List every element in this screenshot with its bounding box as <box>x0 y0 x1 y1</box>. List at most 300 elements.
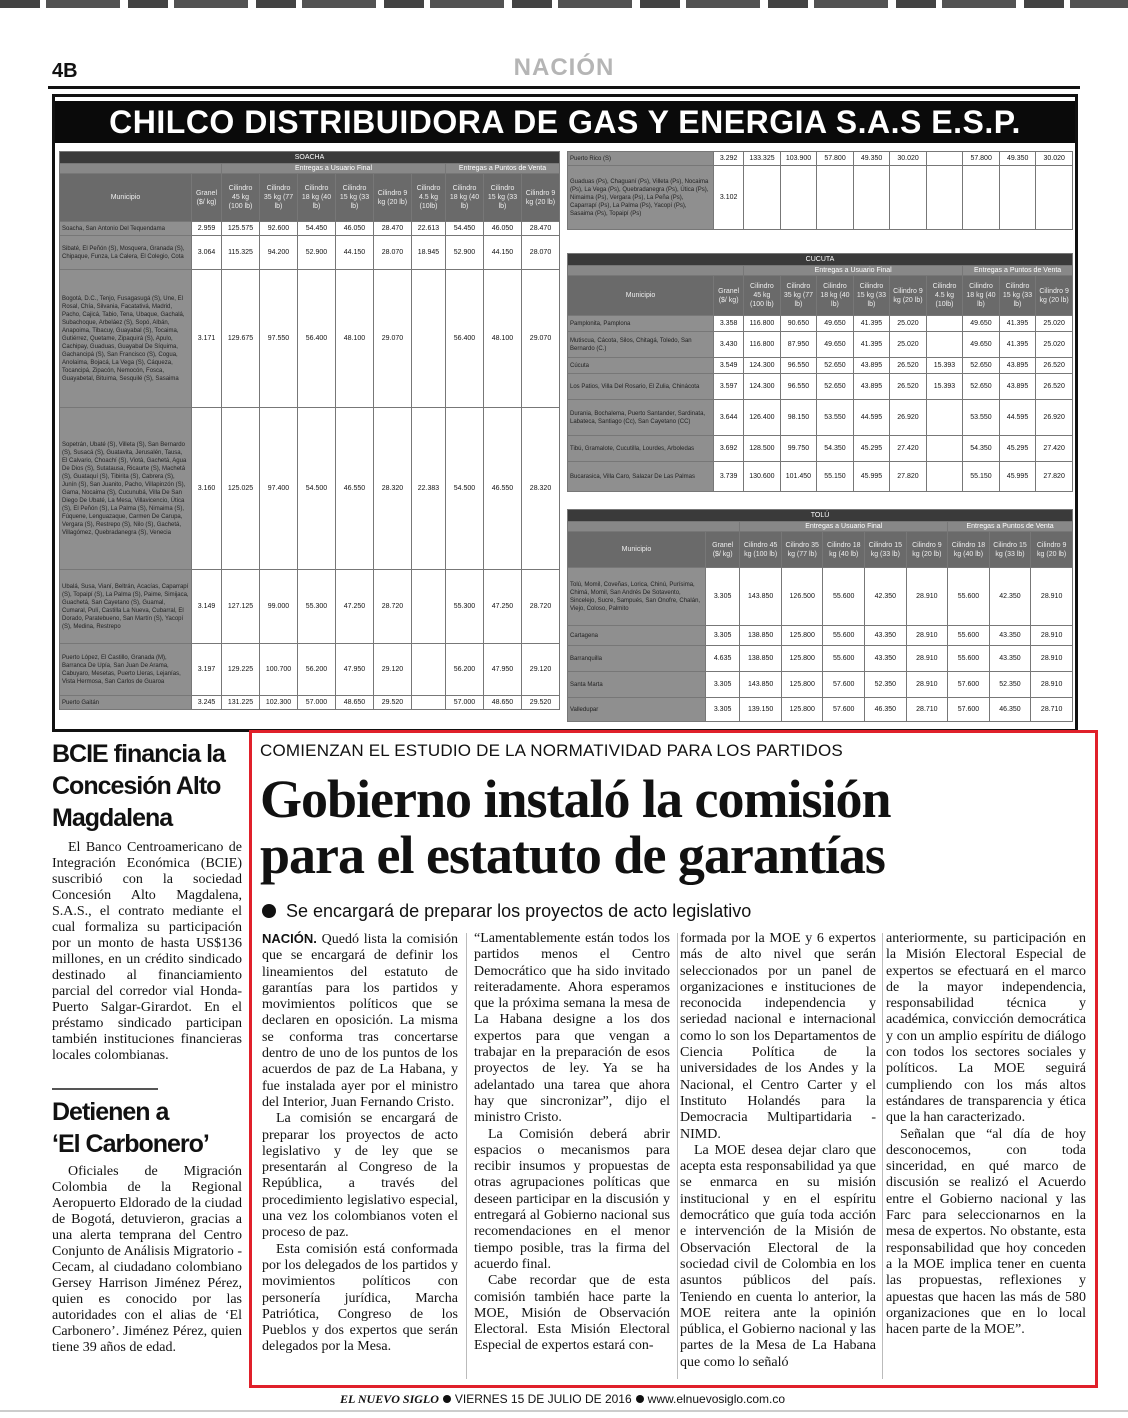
price-cell: 27.420 <box>890 436 927 462</box>
brief-carbonero-body <box>52 1164 242 1356</box>
table-column-header: Cilindro 45 kg (100 lb) <box>222 174 260 222</box>
price-cell: 3.358 <box>714 316 744 332</box>
price-cell: 41.395 <box>999 316 1036 332</box>
price-cell: 138.850 <box>740 646 782 672</box>
brief-carbonero-headline-line: Detienen a <box>52 1098 169 1126</box>
price-cell: 26.920 <box>1036 400 1073 436</box>
table-column-header: Granel ($/ kg) <box>705 532 739 568</box>
price-cell: 54.450 <box>298 222 336 236</box>
table-column-header: Cilindro 35 kg (77 lb) <box>260 174 298 222</box>
price-cell <box>780 166 817 230</box>
price-cell: 43.895 <box>999 358 1036 374</box>
price-cell: 124.300 <box>744 358 781 374</box>
table-row <box>60 570 560 644</box>
price-cell: 49.350 <box>853 152 890 166</box>
bullet-icon <box>443 1395 451 1403</box>
table-column-header: Cilindro 9 kg (20 lb) <box>890 276 927 316</box>
article-column-4 <box>886 931 1086 1338</box>
table-column-header: Cilindro 18 kg (40 lb) <box>298 174 336 222</box>
price-cell: 125.800 <box>781 646 823 672</box>
price-cell: 28.070 <box>374 236 412 270</box>
table-row <box>60 408 560 570</box>
table-column-header: Cilindro 9 kg (20 lb) <box>522 174 560 222</box>
price-cell: 41.395 <box>999 332 1036 358</box>
price-cell: 2.959 <box>192 222 222 236</box>
price-cell <box>926 166 963 230</box>
table-column-header: Cilindro 45 kg (100 lb) <box>740 532 782 568</box>
article-lead: NACIÓN. <box>262 931 317 946</box>
price-cell: 26.520 <box>1036 358 1073 374</box>
table-column-header: Cilindro 9 kg (20 lb) <box>374 174 412 222</box>
municipality-cell: Puerto Rico (S) <box>568 152 714 166</box>
table-column-header: Municipio <box>568 276 714 316</box>
price-cell: 28.710 <box>1031 698 1073 722</box>
price-cell: 28.470 <box>374 222 412 236</box>
section-title: NACIÓN <box>513 54 615 81</box>
price-cell: 25.020 <box>890 332 927 358</box>
article-paragraph: formada por la MOE y 6 expertos más de alto nivel que serán seleccionados por un panel de organizaciones e instituciones de reconocida independencia y seriedad nacional e internacional como lo son los Departamentos de Ciencia Política de la universidades de los Andes y la Nacional, el Centro Carter y el Instituto Holandés para la Democracia Multipartidaria - NIMD. <box>680 931 876 1142</box>
table-row <box>568 152 1073 166</box>
price-cell: 126.500 <box>781 568 823 626</box>
table-column-header: Cilindro 18 kg (40 lb) <box>963 276 1000 316</box>
price-cell: 45.295 <box>999 436 1036 462</box>
price-cell: 53.550 <box>817 400 854 436</box>
price-cell: 48.100 <box>336 270 374 408</box>
price-cell: 57.800 <box>817 152 854 166</box>
price-cell <box>412 644 446 696</box>
price-cell: 3.692 <box>714 436 744 462</box>
price-cell: 103.900 <box>780 152 817 166</box>
price-cell: 3.305 <box>705 698 739 722</box>
municipality-cell: Tolú, Momil, Coveñas, Lorica, Chinú, Purísima, Chimá, Momil, San Andrés De Sotavento, Sincelejo, Sucre, Sampués, San Onofre, Chalán, Viejo, Coloso, Palmito <box>568 568 706 626</box>
price-cell: 43.350 <box>865 626 907 646</box>
table-row <box>568 462 1073 492</box>
price-cell: 55.600 <box>823 568 865 626</box>
price-cell: 55.600 <box>948 568 990 626</box>
price-cell: 29.520 <box>374 696 412 710</box>
price-cell: 96.550 <box>780 358 817 374</box>
article-column-1 <box>262 931 458 1356</box>
price-cell: 28.470 <box>522 222 560 236</box>
article-paragraph-text: Quedó lista la comisión que se encargará de definir los lineamientos del estatuto de garantías para los partidos y movimientos políticos que se declaren en oposición. La misma se conforma tras concertarse dentro de uno de los puntos de los acuerdos de paz de La Habana, y fue instalada ayer por el ministro del Interior, Juan Fernando Cristo. <box>262 932 459 1110</box>
price-cell: 15.393 <box>926 358 963 374</box>
tolu-price-table <box>567 509 1073 722</box>
price-cell: 129.225 <box>222 644 260 696</box>
table-band-user: Entregas a Usuario Final <box>744 266 963 276</box>
price-cell: 42.350 <box>865 568 907 626</box>
price-cell: 46.550 <box>484 408 522 570</box>
article-paragraph: La MOE desea dejar claro que acepta esta responsabilidad ya que se enmarca en su misión institucional y en el espíritu democrático que guía toda acción e intervención de la Misión de Observación Electoral de la sociedad civil de Colombia en los asuntos públicos del país. Teniendo en cuenta lo anterior, la MOE reitera ante la opinión pública, el Gobierno nacional y las partes de la Mesa de La Habana que como lo señaló <box>680 1142 876 1370</box>
price-cell: 3.102 <box>714 166 744 230</box>
price-cell: 47.250 <box>484 570 522 644</box>
table-column-header: Cilindro 4.5 kg (10lb) <box>926 276 963 316</box>
table-band-sale: Entregas a Puntos de Venta <box>446 164 560 174</box>
price-cell: 138.850 <box>740 626 782 646</box>
price-cell: 126.400 <box>744 400 781 436</box>
table-column-header: Cilindro 15 kg (33 lb) <box>865 532 907 568</box>
price-cell <box>1036 166 1073 230</box>
price-cell: 124.300 <box>744 374 781 400</box>
price-cell: 98.150 <box>780 400 817 436</box>
price-cell: 133.325 <box>744 152 781 166</box>
price-cell: 43.350 <box>865 646 907 672</box>
table-column-header: Cilindro 45 kg (100 lb) <box>744 276 781 316</box>
price-cell: 139.150 <box>740 698 782 722</box>
municipality-cell: Sibaté, El Peñón (S), Mosquera, Granada (S), Chipaque, Funza, La Calera, El Colegio, Cota <box>60 236 192 270</box>
article-column-2 <box>474 931 670 1355</box>
price-cell: 30.020 <box>1036 152 1073 166</box>
municipality-cell: Soacha, San Antonio Del Tequendama <box>60 222 192 236</box>
price-cell: 3.160 <box>192 408 222 570</box>
price-cell: 55.600 <box>823 626 865 646</box>
footer-url: www.elnuevosiglo.com.co <box>647 1392 786 1406</box>
header-rule <box>48 86 1080 89</box>
price-cell: 54.350 <box>817 436 854 462</box>
price-cell: 29.520 <box>522 696 560 710</box>
main-article <box>249 730 1098 1388</box>
table-row <box>568 374 1073 400</box>
price-cell: 43.895 <box>853 358 890 374</box>
table-column-header: Cilindro 18 kg (40 lb) <box>948 532 990 568</box>
table-row <box>60 270 560 408</box>
article-headline-line-1: Gobierno instaló la comisión <box>260 769 891 829</box>
price-cell: 125.800 <box>781 672 823 698</box>
price-cell: 29.070 <box>374 270 412 408</box>
price-cell: 3.739 <box>714 462 744 492</box>
table-column-header: Cilindro 9 kg (20 lb) <box>1031 532 1073 568</box>
brief-carbonero-text: Oficiales de Migración Colombia de la Regional Aeropuerto Eldorado de la ciudad de Bogotá, detuvieron, gracias a una alerta temprana del Centro Conjunto de Análisis Migratorio - Cecam, al ciudadano colombiano Gersey Harrison Jiménez Pérez, quien es conocido por las autoridades con el alias de ‘El Carbonero’. Jiménez Pérez, quien tiene 39 años de edad. <box>52 1164 242 1355</box>
price-cell <box>744 166 781 230</box>
table-column-header: Municipio <box>60 174 192 222</box>
price-cell: 57.000 <box>298 696 336 710</box>
article-paragraph <box>262 931 458 1111</box>
table-header-spacer <box>60 164 222 174</box>
municipality-cell: Valledupar <box>568 698 706 722</box>
price-cell: 29.120 <box>374 644 412 696</box>
table-column-header: Cilindro 35 kg (77 lb) <box>781 532 823 568</box>
article-paragraph: Cabe recordar que de esta comisión también hace parte la MOE, Misión de Observación Electoral. Esta Misión Electoral Especial de expertos estará con- <box>474 1273 670 1354</box>
price-cell: 57.800 <box>963 152 1000 166</box>
price-cell: 55.600 <box>948 646 990 672</box>
price-cell: 48.100 <box>484 270 522 408</box>
price-cell: 54.450 <box>446 222 484 236</box>
table-band-user: Entregas a Usuario Final <box>740 522 948 532</box>
article-headline-line-2: para el estatuto de garantías <box>260 825 885 885</box>
price-cell: 55.300 <box>446 570 484 644</box>
municipality-cell: Pamplonita, Pamplona <box>568 316 714 332</box>
price-cell: 15.393 <box>926 374 963 400</box>
table-column-header: Cilindro 15 kg (33 lb) <box>999 276 1036 316</box>
price-cell: 22.383 <box>412 408 446 570</box>
table-column-header: Granel ($/ kg) <box>192 174 222 222</box>
price-cell <box>890 166 927 230</box>
table-row <box>568 646 1073 672</box>
price-cell: 28.910 <box>1031 626 1073 646</box>
column-rule <box>466 933 467 1379</box>
price-cell: 3.644 <box>714 400 744 436</box>
price-cell <box>412 270 446 408</box>
table-header-spacer <box>568 266 744 276</box>
table-header-spacer <box>568 522 740 532</box>
price-cell <box>412 570 446 644</box>
brief-bcie-body <box>52 840 242 1064</box>
price-cell: 125.575 <box>222 222 260 236</box>
price-cell: 28.910 <box>906 568 948 626</box>
article-kicker: COMIENZAN EL ESTUDIO DE LA NORMATIVIDAD PARA LOS PARTIDOS <box>260 741 843 760</box>
cucuta-price-table <box>567 253 1073 492</box>
price-cell: 45.995 <box>999 462 1036 492</box>
price-cell: 43.350 <box>989 646 1031 672</box>
municipality-cell: Guaduas (Ps), Chaguaní (Ps), Villeta (Ps), Nocaima (Ps), La Vega (Ps), Quebradanegra (Ps), Útica (Ps), Nimaima (Ps), Vergara (Ps), La Peña (Ps), Caparrapí (Ps), La Palma (Ps), Yacopí (Ps), Sasaima (Ps), Topaipí (Ps) <box>568 166 714 230</box>
municipality-cell: Sopetrán, Ubaté (S), Villeta (S), San Bernardo (S), Susacá (S), Guatavita, Jerusalén, Tausa, El Calvario, Choachí (S), Viotá, Gachetá, Agua De Dios (S), Sutatausa, Ricaurte (S), Machetá (S), Guataquí (S), Tibirita (S), Cabrera (S), Junín (S), San Juanito, Pacho, Villapinzón (S), Gama, Nocaima (S), Cucunubá, Villa De San Diego De Ubaté, La Mesa, Villavicencio, Útica (S), El Peñón (S), La Palma (S), Nimaima (S), Fúquene, Lenguazaque, Carmen De Carupa, Vergara (S), Restrepo (S), Nilo (S), Gachetá, Villagómez, Quebradanegra (S), Venecia <box>60 408 192 570</box>
price-cell: 116.800 <box>744 332 781 358</box>
table-row <box>568 358 1073 374</box>
column-rule <box>882 933 883 1379</box>
municipality-cell: Los Patios, Villa Del Rosario, El Zulia, Chinácota <box>568 374 714 400</box>
table-row <box>568 436 1073 462</box>
price-cell: 3.549 <box>714 358 744 374</box>
municipality-cell: Cartagena <box>568 626 706 646</box>
price-cell: 56.200 <box>446 644 484 696</box>
price-cell: 49.350 <box>999 152 1036 166</box>
price-cell: 97.550 <box>260 270 298 408</box>
price-cell: 27.820 <box>890 462 927 492</box>
article-headline <box>260 771 1090 883</box>
price-cell: 49.650 <box>963 332 1000 358</box>
table-row <box>568 166 1073 230</box>
price-cell: 52.650 <box>963 358 1000 374</box>
price-cell: 3.064 <box>192 236 222 270</box>
brief-bcie-headline-line: BCIE financia la <box>52 740 225 768</box>
table-region-label: CUCUTA <box>568 254 1073 266</box>
municipality-cell: Puerto López, El Castillo, Granada (M), Barranca De Upía, San Juan De Arama, Cabuyaro, Mesetas, Puerto Lleras, Lejanías, Vista Hermosa, San Carlos de Guaroa <box>60 644 192 696</box>
price-cell: 52.650 <box>817 374 854 400</box>
price-cell: 53.550 <box>963 400 1000 436</box>
price-cell: 92.600 <box>260 222 298 236</box>
price-cell: 55.600 <box>948 626 990 646</box>
price-cell: 55.300 <box>298 570 336 644</box>
ad-title: CHILCO DISTRIBUIDORA DE GAS Y ENERGIA S.A.S E.S.P. <box>55 101 1075 143</box>
municipality-cell: Durania, Bochalema, Puerto Santander, Sardinata, Labateca, Santiago (Cc), San Cayetano (CC) <box>568 400 714 436</box>
top-print-strip <box>0 0 1128 8</box>
article-column-3 <box>680 931 876 1371</box>
price-cell: 28.320 <box>522 408 560 570</box>
price-cell <box>963 166 1000 230</box>
municipality-cell: Bogotá, D.C., Tenjo, Fusagasugá (S), Une, El Rosal, Chía, Silvania, Facatativá, Madrid, Pacho, Cajicá, Tabio, Tena, Ubaque, Gachalá, Subachoque, Arbeláez (S), Sopó, Albán, Anapoima, Tibacuy, Guayabal (S), Tocaima, Gutiérrez, Quetame, Zipaquirá (S), Apulo, Cachipay, Guaduas, Guayabal De Síquima, Gachancipá (S), San Francisco (S), Cogua, Anolaima, Bojacá, La Vega (S), Cáqueza, Tocancipá, Zipacón, Nemocón, Fosca, Guayabetal, Bituima, Sesquilé (S), Sasaima <box>60 270 192 408</box>
brief-separator <box>52 1088 158 1090</box>
price-cell: 52.650 <box>817 358 854 374</box>
table-column-header: Cilindro 35 kg (77 lb) <box>780 276 817 316</box>
municipality-cell: Barranquilla <box>568 646 706 672</box>
page-footer <box>340 1392 785 1407</box>
price-cell: 28.910 <box>906 626 948 646</box>
price-cell: 99.000 <box>260 570 298 644</box>
article-paragraph: Señalan que “al día de hoy desconocemos, con toda sinceridad, en qué marco de discusión se realizó el Acuerdo entre el Gobierno nacional y las Farc para seleccionarnos en la mesa de expertos. No obstante, esta responsabilidad que hoy conceden a la MOE implica tener en cuenta las propuestas, reflexiones y apuestas que hacen las más de 580 organizaciones que en lo local hacen parte de la MOE”. <box>886 1126 1086 1338</box>
table-column-header: Cilindro 9 kg (20 lb) <box>1036 276 1073 316</box>
price-cell: 41.395 <box>853 332 890 358</box>
price-cell: 26.520 <box>890 374 927 400</box>
table-row <box>568 400 1073 436</box>
price-cell: 3.430 <box>714 332 744 358</box>
price-cell: 28.710 <box>906 698 948 722</box>
price-cell <box>926 316 963 332</box>
bottom-rule <box>0 1410 1128 1412</box>
price-cell: 43.895 <box>853 374 890 400</box>
price-cell: 102.300 <box>260 696 298 710</box>
table-band-sale: Entregas a Puntos de Venta <box>963 266 1073 276</box>
table-row <box>568 626 1073 646</box>
price-cell: 127.125 <box>222 570 260 644</box>
table-column-header: Cilindro 15 kg (33 lb) <box>336 174 374 222</box>
price-cell: 57.600 <box>823 672 865 698</box>
extra-price-table <box>567 151 1073 230</box>
table-column-header: Cilindro 18 kg (40 lb) <box>823 532 865 568</box>
price-cell: 4.635 <box>705 646 739 672</box>
price-cell: 41.395 <box>853 316 890 332</box>
price-cell: 3.305 <box>705 626 739 646</box>
price-cell: 18.945 <box>412 236 446 270</box>
table-region-label: TOLÚ <box>568 510 1073 522</box>
price-cell: 25.020 <box>1036 316 1073 332</box>
price-cell: 143.850 <box>740 568 782 626</box>
brief-bcie-text: El Banco Centroamericano de Integración Económica (BCIE) suscribió con la sociedad Concesión Alto Magdalena, S.A.S., el contrato mediante el cual formaliza su participación por un monto de hasta US$136 millones, en un crédito sindicado destinado al financiamiento parcial del corredor vial Honda-Puerto Salgar-Girardot. En el préstamo sindicado participan también instituciones financieras locales colombianas. <box>52 840 242 1063</box>
price-cell: 44.595 <box>999 400 1036 436</box>
price-cell: 47.950 <box>484 644 522 696</box>
price-cell: 3.305 <box>705 672 739 698</box>
price-cell: 57.600 <box>823 698 865 722</box>
price-cell: 57.600 <box>948 672 990 698</box>
table-column-header: Cilindro 15 kg (33 lb) <box>989 532 1031 568</box>
page-number: 4B <box>52 60 78 82</box>
brief-bcie-headline-line: Concesión Alto <box>52 772 221 800</box>
price-cell <box>999 166 1036 230</box>
price-cell: 44.150 <box>484 236 522 270</box>
article-deck <box>262 901 751 922</box>
table-row <box>60 644 560 696</box>
table-band-sale: Entregas a Puntos de Venta <box>948 522 1073 532</box>
price-cell <box>412 696 446 710</box>
price-cell: 28.720 <box>522 570 560 644</box>
price-cell: 101.450 <box>780 462 817 492</box>
price-cell: 90.650 <box>780 316 817 332</box>
table-column-header: Cilindro 9 kg (20 lb) <box>906 532 948 568</box>
price-cell: 44.595 <box>853 400 890 436</box>
table-column-header: Cilindro 18 kg (40 lb) <box>446 174 484 222</box>
price-cell: 46.050 <box>336 222 374 236</box>
article-deck-text: Se encargará de preparar los proyectos de acto legislativo <box>286 901 752 921</box>
municipality-cell: Santa Marta <box>568 672 706 698</box>
footer-brand: EL NUEVO SIGLO <box>340 1392 439 1406</box>
price-cell: 46.050 <box>484 222 522 236</box>
brief-bcie-headline-line: Magdalena <box>52 804 173 832</box>
price-cell: 28.720 <box>374 570 412 644</box>
price-cell <box>926 332 963 358</box>
price-cell: 48.650 <box>336 696 374 710</box>
price-cell: 55.150 <box>963 462 1000 492</box>
price-cell: 56.200 <box>298 644 336 696</box>
price-cell <box>926 400 963 436</box>
price-cell: 27.420 <box>1036 436 1073 462</box>
price-cell: 54.350 <box>963 436 1000 462</box>
municipality-cell: Ubalá, Susa, Vianí, Beltrán, Acacías, Caparrapí (S), Topaipí (S), La Palma (S), Paime, Simijaca, Guachetá, San Cayetano (S), Guamal, Cumaral, Pulí, Castilla La Nueva, Cubarral, El Dorado, Paratebueno, San Martín (S), Yacopí (S), Medina, Restrepo <box>60 570 192 644</box>
price-cell: 46.350 <box>865 698 907 722</box>
price-cell: 47.950 <box>336 644 374 696</box>
price-cell: 46.350 <box>989 698 1031 722</box>
price-cell: 99.750 <box>780 436 817 462</box>
price-cell <box>926 462 963 492</box>
price-cell: 25.020 <box>890 316 927 332</box>
price-cell: 3.292 <box>714 152 744 166</box>
price-cell <box>853 166 890 230</box>
price-cell: 43.350 <box>989 626 1031 646</box>
price-cell: 49.650 <box>817 332 854 358</box>
table-row <box>568 698 1073 722</box>
bullet-icon <box>262 904 276 918</box>
table-column-header: Municipio <box>568 532 706 568</box>
table-region-label: SOACHA <box>60 152 560 164</box>
price-cell: 26.520 <box>890 358 927 374</box>
table-row <box>568 672 1073 698</box>
price-cell: 94.200 <box>260 236 298 270</box>
brief-carbonero-headline <box>52 1096 242 1160</box>
table-row <box>568 568 1073 626</box>
footer-date: VIERNES 15 DE JULIO DE 2016 <box>454 1392 632 1406</box>
price-cell: 100.700 <box>260 644 298 696</box>
price-cell: 3.197 <box>192 644 222 696</box>
article-paragraph: La Comisión deberá abrir espacios o mecanismos para recibir insumos y propuestas de otras agrupaciones políticas que deseen participar en la discusión y entregará al Gobierno nacional sus recomendaciones en el menor tiempo posible, tras la firma del acuerdo final. <box>474 1126 670 1272</box>
price-cell: 129.675 <box>222 270 260 408</box>
municipality-cell: Mutiscua, Cácota, Silos, Chitagá, Toledo, San Bernardo (C.) <box>568 332 714 358</box>
price-cell: 131.225 <box>222 696 260 710</box>
gas-price-advertisement <box>52 94 1078 732</box>
price-cell: 49.650 <box>817 316 854 332</box>
price-cell: 116.800 <box>744 316 781 332</box>
table-column-header: Cilindro 15 kg (33 lb) <box>853 276 890 316</box>
price-cell: 125.025 <box>222 408 260 570</box>
price-cell: 43.895 <box>999 374 1036 400</box>
price-cell: 47.250 <box>336 570 374 644</box>
price-cell: 115.325 <box>222 236 260 270</box>
price-cell: 44.150 <box>336 236 374 270</box>
price-cell: 30.020 <box>890 152 927 166</box>
price-cell: 54.500 <box>298 408 336 570</box>
price-cell: 57.000 <box>446 696 484 710</box>
price-cell: 96.550 <box>780 374 817 400</box>
table-row <box>60 236 560 270</box>
price-cell: 28.910 <box>1031 672 1073 698</box>
price-cell: 29.120 <box>522 644 560 696</box>
price-cell: 128.500 <box>744 436 781 462</box>
table-row <box>568 332 1073 358</box>
table-row <box>568 316 1073 332</box>
column-rule <box>677 933 678 1379</box>
price-cell: 25.020 <box>1036 332 1073 358</box>
price-cell: 28.910 <box>1031 568 1073 626</box>
price-cell: 3.597 <box>714 374 744 400</box>
price-cell: 52.900 <box>298 236 336 270</box>
price-cell: 46.550 <box>336 408 374 570</box>
price-cell: 143.850 <box>740 672 782 698</box>
price-cell: 28.320 <box>374 408 412 570</box>
price-cell: 48.650 <box>484 696 522 710</box>
price-cell: 56.400 <box>298 270 336 408</box>
price-cell <box>926 152 963 166</box>
price-cell: 54.500 <box>446 408 484 570</box>
soacha-price-table <box>59 151 560 710</box>
price-cell: 29.070 <box>522 270 560 408</box>
table-column-header: Cilindro 4.5 kg (10lb) <box>412 174 446 222</box>
table-column-header: Cilindro 15 kg (33 lb) <box>484 174 522 222</box>
